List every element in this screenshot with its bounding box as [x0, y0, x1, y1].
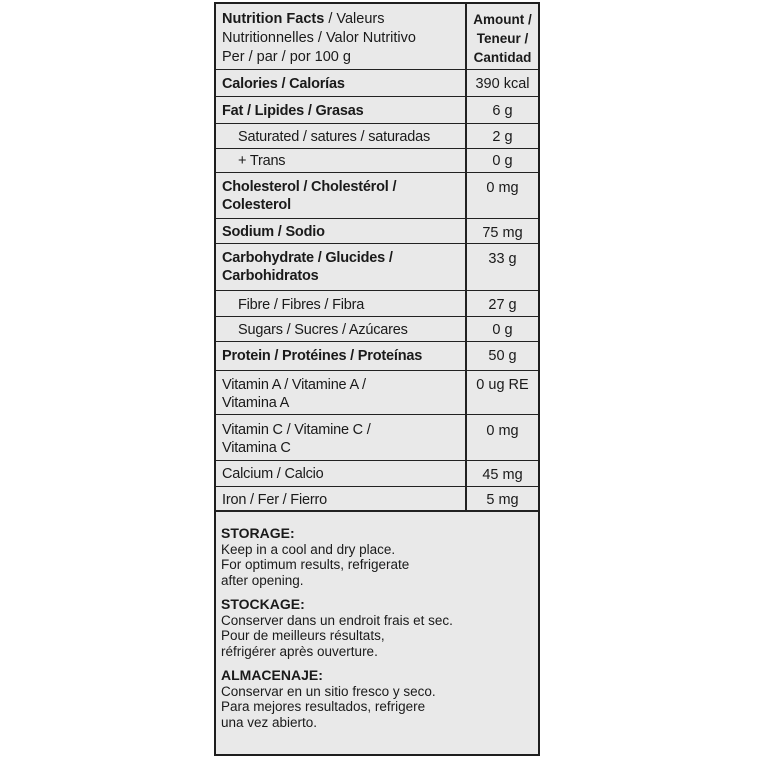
table-row	[216, 461, 538, 487]
row-name: Sodium / Sodio	[222, 224, 325, 240]
row-name: Carbohydrate / Glucides / Carbohidratos	[222, 250, 393, 284]
table-row	[216, 97, 538, 124]
table-row	[216, 173, 538, 219]
storage-text: una vez abierto.	[221, 714, 318, 730]
row-amount: 27 g	[488, 297, 517, 313]
storage-text: Keep in a cool and dry place.	[221, 541, 396, 557]
storage-text: réfrigérer après ouverture.	[221, 643, 378, 659]
storage-english	[221, 526, 537, 588]
row-amount: 75 mg	[482, 225, 523, 241]
row-name: Calcium / Calcio	[222, 466, 324, 482]
table-row	[216, 415, 538, 461]
row-amount: 45 mg	[482, 467, 523, 483]
table-header	[216, 4, 538, 70]
storage-text: after opening.	[221, 572, 304, 588]
table-row	[216, 244, 538, 291]
row-amount: 0 mg	[486, 180, 519, 196]
row-name: + Trans	[238, 153, 286, 169]
storage-heading: STORAGE:	[221, 525, 295, 541]
storage-text: Conserver dans un endroit frais et sec.	[221, 612, 453, 628]
storage-spanish	[221, 668, 537, 730]
nutrition-label	[214, 2, 540, 756]
stockage-heading: STOCKAGE:	[221, 596, 305, 612]
row-name: Iron / Fer / Fierro	[222, 492, 327, 508]
row-name: Vitamin C / Vitamine C / Vitamina C	[222, 422, 371, 456]
storage-instructions	[221, 526, 537, 739]
almacenaje-heading: ALMACENAJE:	[221, 667, 323, 683]
row-amount: 5 mg	[486, 492, 519, 508]
row-amount: 6 g	[492, 103, 513, 119]
header-title: Nutrition Facts / Valeurs Nutritionnelles / Valor Nutritivo Per / par / por 100 g	[222, 11, 416, 65]
row-name: Saturated / satures / saturadas	[238, 129, 431, 145]
row-name: Fibre / Fibres / Fibra	[238, 297, 365, 313]
row-name: Vitamin A / Vitamine A / Vitamina A	[222, 377, 366, 411]
row-amount: 2 g	[492, 129, 513, 145]
row-amount: 0 ug RE	[476, 377, 529, 393]
row-amount: 33 g	[488, 251, 517, 267]
storage-french	[221, 597, 537, 659]
row-name: Fat / Lipides / Grasas	[222, 103, 364, 119]
table-row	[216, 371, 538, 415]
table-row	[216, 124, 538, 149]
table-row	[216, 291, 538, 317]
table-row	[216, 317, 538, 342]
storage-text: Pour de meilleurs résultats,	[221, 628, 385, 643]
row-name: Sugars / Sucres / Azúcares	[238, 322, 408, 338]
row-amount: 50 g	[488, 348, 517, 364]
table-row	[216, 487, 538, 512]
row-name: Calories / Calorías	[222, 76, 345, 92]
header-amount: Amount / Teneur / Cantidad	[473, 12, 532, 65]
row-amount: 0 g	[492, 153, 513, 169]
storage-text: Para mejores resultados, refrigere	[221, 699, 426, 714]
storage-text: Conservar en un sitio fresco y seco.	[221, 683, 436, 699]
row-name: Cholesterol / Cholestérol / Colesterol	[222, 179, 397, 213]
row-amount: 390 kcal	[475, 76, 530, 92]
table-row	[216, 70, 538, 97]
table-row	[216, 149, 538, 173]
storage-text: For optimum results, refrigerate	[221, 557, 410, 572]
row-amount: 0 g	[492, 322, 513, 338]
row-name: Protein / Protéines / Proteínas	[222, 348, 423, 364]
row-amount: 0 mg	[486, 423, 519, 439]
table-row	[216, 342, 538, 371]
table-row	[216, 219, 538, 244]
